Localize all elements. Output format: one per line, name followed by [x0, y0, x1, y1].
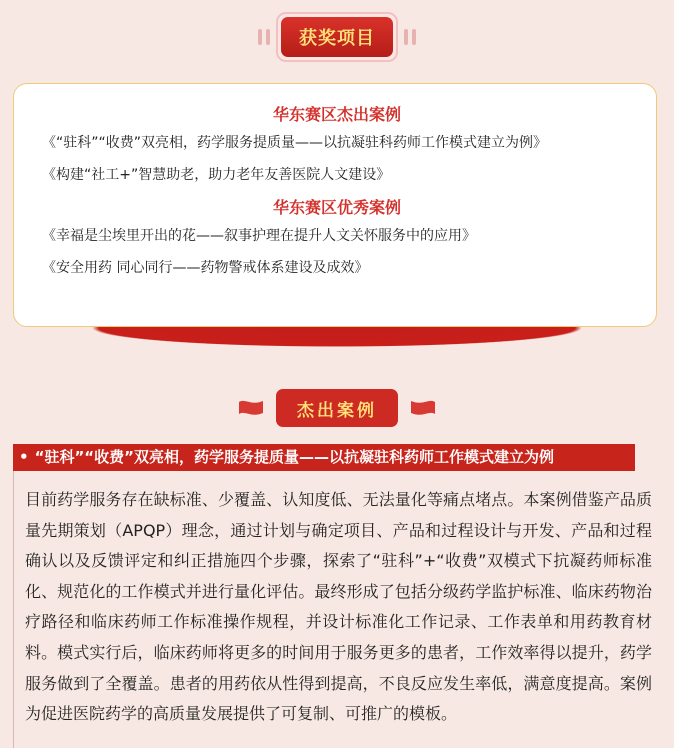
award-item: 《构建“社工+”智慧助老，助力老年友善医院人文建设》 [42, 167, 391, 183]
awards-badge-frame [276, 12, 398, 62]
awards-badge: 获奖项目 [281, 17, 393, 57]
right-decoration [404, 29, 416, 45]
awards-header [0, 10, 674, 64]
case-title-bar [13, 444, 635, 471]
category-title: 华东赛区杰出案例 [272, 105, 401, 124]
awards-card [13, 83, 657, 327]
case-description: 目前药学服务存在缺标准、少覆盖、认知度低、无法量化等痛点堵点。本案例借鉴产品质量先期策划（APQP）理念，通过计划与确定项目、产品和过程设计与开发、产品和过程确认以及反馈评定和纠正措施四个步骤，探索了“驻科”+“收费”双模式下抗凝药师标准化、规范化的工作模式并进行量化评估。最终形成了包括分级药学监护标准、临床药物治疗路径和临床药师工作标准操作规程，并设计标准化工作记录、工作表单和用药教育材料。模式实行后，临床药师将更多的时间用于服务更多的患者，工作效率得以提升，药学服务做到了全覆盖。患者的用药依从性得到提高，不良反应发生率低，满意度提高。案例为促进医院药学的高质量发展提供了可复制、可推广的模板。 [25, 490, 652, 724]
category-title: 华东赛区优秀案例 [272, 198, 401, 217]
left-decoration [258, 29, 270, 45]
award-item: 《幸福是尘埃里开出的花——叙事护理在提升人文关怀服务中的应用》 [42, 228, 476, 244]
award-item: 《“驻科”“收费”双亮相，药学服务提质量——以抗凝驻科药师工作模式建立为例》 [42, 135, 548, 151]
bullet-icon: • [19, 448, 29, 466]
left-flag-icon [238, 399, 264, 417]
case-body [13, 471, 662, 748]
section-title: 杰出案例 [276, 389, 398, 427]
case-title: “驻科”“收费”双亮相，药学服务提质量——以抗凝驻科药师工作模式建立为例 [34, 448, 555, 466]
section-header [0, 388, 674, 428]
right-flag-icon [410, 399, 436, 417]
award-item: 《安全用药 同心同行——药物警戒体系建设及成效》 [42, 260, 369, 276]
